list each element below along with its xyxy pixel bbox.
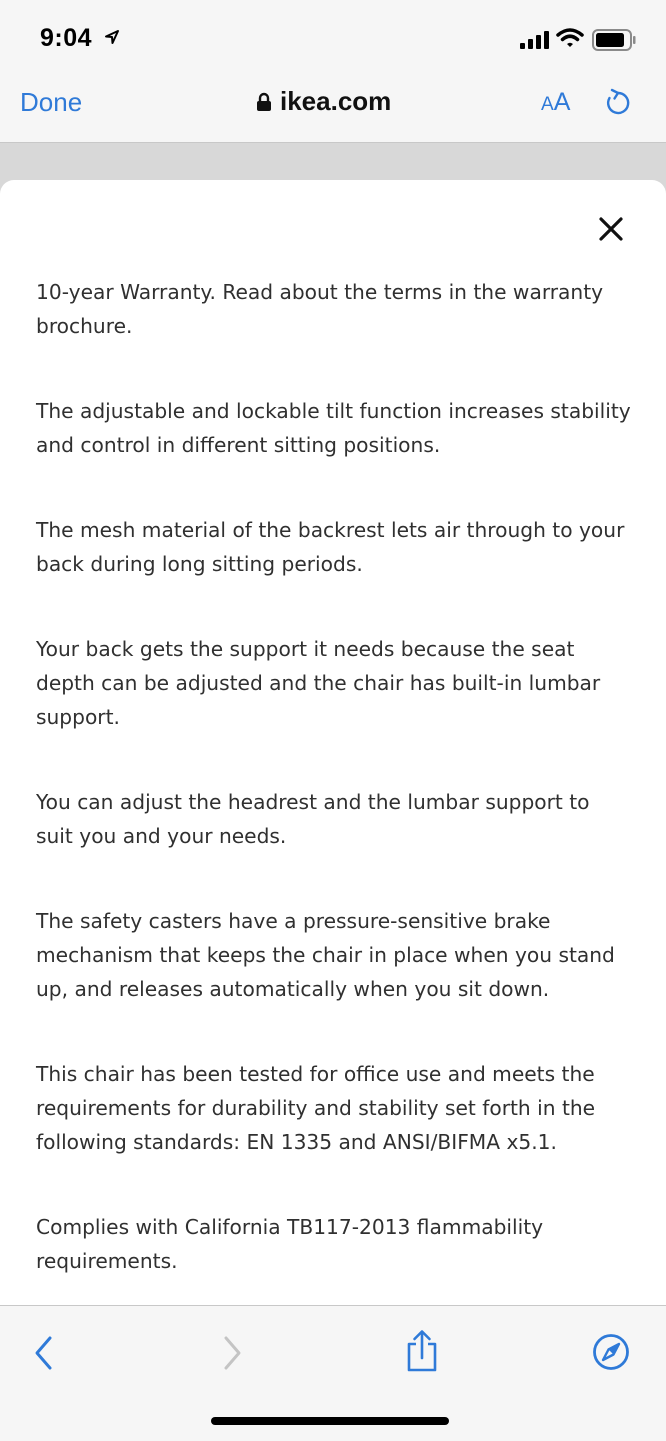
feature-text: The mesh material of the backrest lets air through to your back during long sitting periods. xyxy=(36,518,625,576)
home-indicator xyxy=(211,1417,449,1425)
feature-list xyxy=(36,275,632,1305)
forward-chevron-icon[interactable] xyxy=(220,1334,244,1372)
feature-text: Complies with California TB117-2013 flammability requirements. xyxy=(36,1215,544,1273)
text-size-button[interactable] xyxy=(541,88,570,117)
location-arrow-icon xyxy=(104,29,120,45)
bottom-toolbar xyxy=(0,1305,666,1441)
product-details-sheet xyxy=(0,180,666,1305)
reload-icon[interactable] xyxy=(604,88,632,120)
cellular-signal-icon xyxy=(520,30,550,50)
aa-big-label: A xyxy=(553,88,571,116)
battery-icon xyxy=(592,29,636,51)
feature-text: The safety casters have a pressure-sensitive brake mechanism that keeps the chair in place when you stand up, and releases automatically when you sit down. xyxy=(36,909,615,1001)
feature-text: 10-year Warranty. Read about the terms in the warranty brochure. xyxy=(36,280,604,338)
status-bar xyxy=(0,0,666,80)
feature-text: The adjustable and lockable tilt function increases stability and control in different sitting positions. xyxy=(36,399,631,457)
feature-text: You can adjust the headrest and the lumbar support to suit you and your needs. xyxy=(36,790,590,848)
address-bar[interactable] xyxy=(256,86,391,117)
feature-text: Your back gets the support it needs because the seat depth can be adjusted and the chair has built-in lumbar support. xyxy=(36,637,601,729)
done-button[interactable]: Done xyxy=(20,87,83,117)
url-text: ikea.com xyxy=(280,86,392,116)
share-icon[interactable] xyxy=(404,1328,440,1374)
status-time: 9:04 xyxy=(40,24,93,52)
wifi-icon xyxy=(556,27,584,49)
compass-icon[interactable] xyxy=(592,1333,630,1371)
back-chevron-icon[interactable] xyxy=(32,1334,56,1372)
aa-small-label: A xyxy=(541,94,554,115)
close-icon[interactable] xyxy=(598,216,624,242)
browser-toolbar xyxy=(0,80,666,143)
lock-icon xyxy=(256,92,272,112)
feature-text: This chair has been tested for office use and meets the requirements for durability and stability set forth in the following standards: EN 1335 and ANSI/BIFMA x5.1. xyxy=(36,1062,596,1154)
